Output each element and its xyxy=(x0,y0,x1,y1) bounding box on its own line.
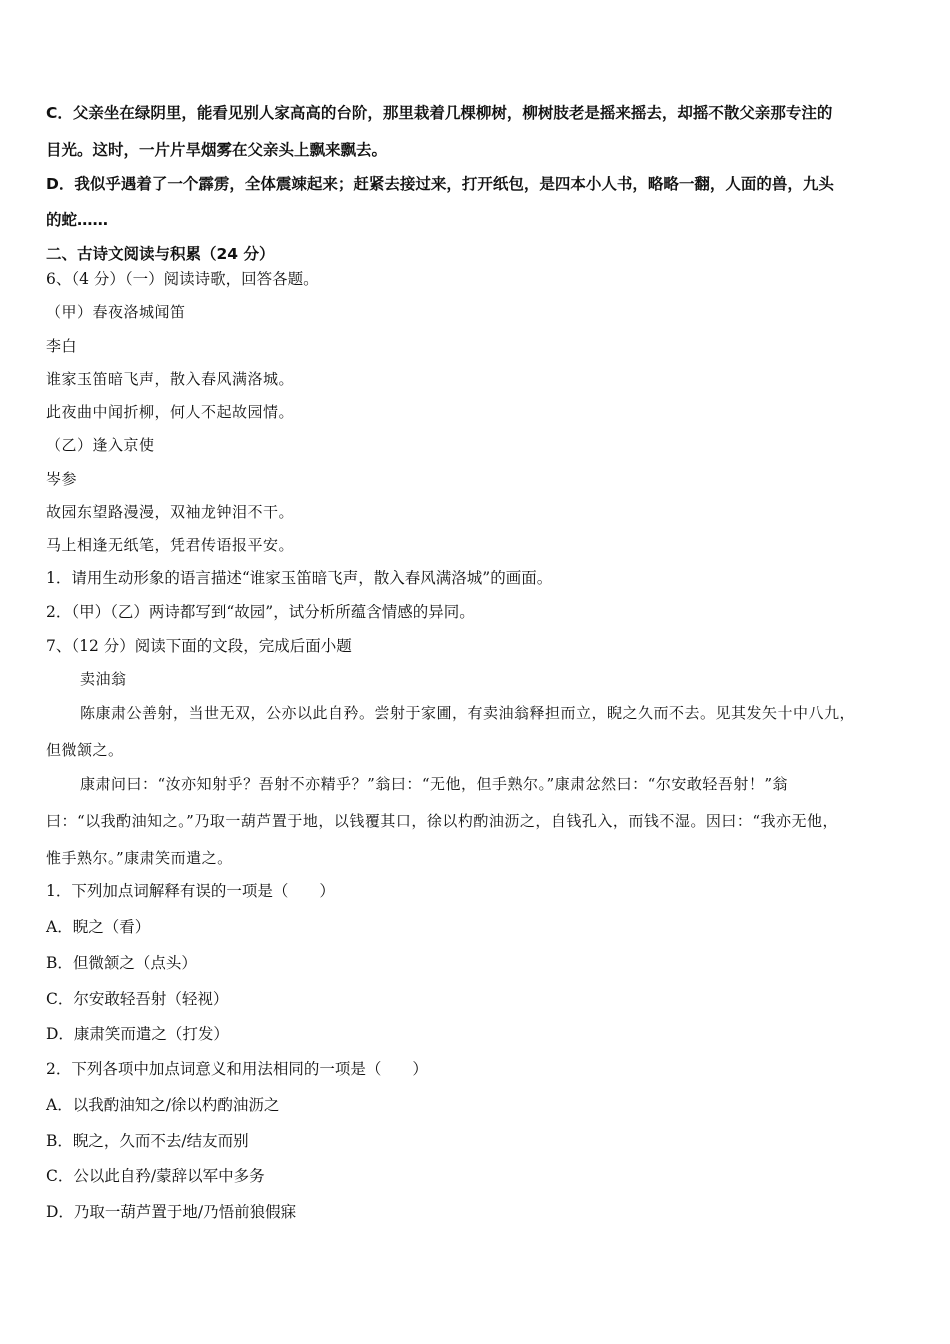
poem-1-title: （甲）春夜洛城闻笛 xyxy=(46,303,186,321)
q7-sub2-option-a: A．以我酌油知之/徐以杓酌油沥之 xyxy=(46,1096,280,1114)
option-c-line-2: 目光。这时，一片片旱烟雾在父亲头上飘来飘去。 xyxy=(46,141,388,159)
q7-sub1-option-b: B．但微颔之（点头） xyxy=(46,954,197,972)
poem-1-author: 李白 xyxy=(46,337,78,355)
passage-para-2-line-3: 惟手熟尔。”康肃笑而遣之。 xyxy=(46,849,233,867)
poem-2-author: 岑参 xyxy=(46,470,78,488)
q7-sub2-option-d: D．乃取一葫芦置于地/乃悟前狼假寐 xyxy=(46,1203,297,1221)
question-7-sub-1-stem: 1．下列加点词解释有误的一项是（ ） xyxy=(46,882,335,900)
q7-sub2-option-b: B．睨之，久而不去/结友而别 xyxy=(46,1132,249,1150)
option-d-line-1: D．我似乎遇着了一个霹雳，全体震竦起来；赶紧去接过来，打开纸包，是四本小人书，略略一翻，人面的兽，九头 xyxy=(46,175,834,193)
poem-2-line-2: 马上相逢无纸笔，凭君传语报平安。 xyxy=(46,536,295,554)
option-d-line-2: 的蛇…… xyxy=(46,211,109,229)
question-7-sub-2-stem: 2．下列各项中加点词意义和用法相同的一项是（ ） xyxy=(46,1060,428,1078)
passage-para-1-line-1: 陈康肃公善射，当世无双，公亦以此自矜。尝射于家圃，有卖油翁释担而立，睨之久而不去。见其发矢十中八九， xyxy=(80,704,856,722)
q7-sub1-option-a: A．睨之（看） xyxy=(46,918,151,936)
poem-1-line-2: 此夜曲中闻折柳，何人不起故园情。 xyxy=(46,403,295,421)
q7-sub1-option-d: D．康肃笑而遣之（打发） xyxy=(46,1025,229,1043)
passage-para-2-line-1: 康肃问曰：“汝亦知射乎？吾射不亦精乎？”翁曰：“无他，但手熟尔。”康肃忿然曰：“尔安敢轻吾射！”翁 xyxy=(80,775,789,793)
section-heading: 二、古诗文阅读与积累（24 分） xyxy=(46,245,275,263)
poem-1-line-1: 谁家玉笛暗飞声，散入春风满洛城。 xyxy=(46,370,295,388)
q7-sub1-option-c: C．尔安敢轻吾射（轻视） xyxy=(46,990,229,1008)
q7-sub2-option-c: C．公以此自矜/蒙辞以军中多务 xyxy=(46,1167,265,1185)
option-c-line-1: C．父亲坐在绿阴里，能看见别人家高高的台阶，那里栽着几棵柳树，柳树肢老是摇来摇去，却摇不散父亲那专注的 xyxy=(46,104,833,122)
question-7-intro: 7、（12 分）阅读下面的文段，完成后面小题 xyxy=(46,637,352,655)
passage-para-2-line-2: 曰：“以我酌油知之。”乃取一葫芦置于地，以钱覆其口，徐以杓酌油沥之，自钱孔入，而钱不湿。因曰：“我亦无他， xyxy=(46,812,839,830)
passage-title: 卖油翁 xyxy=(80,670,127,688)
passage-para-1-line-2: 但微颔之。 xyxy=(46,741,124,759)
question-6-sub-1: 1．请用生动形象的语言描述“谁家玉笛暗飞声，散入春风满洛城”的画面。 xyxy=(46,569,553,587)
question-6-sub-2: 2．（甲）（乙）两诗都写到“故园”，试分析所蕴含情感的异同。 xyxy=(46,603,475,621)
poem-2-line-1: 故园东望路漫漫，双袖龙钟泪不干。 xyxy=(46,503,295,521)
question-6-intro: 6、（4 分）（一）阅读诗歌，回答各题。 xyxy=(46,270,319,288)
poem-2-title: （乙）逢入京使 xyxy=(46,436,155,454)
